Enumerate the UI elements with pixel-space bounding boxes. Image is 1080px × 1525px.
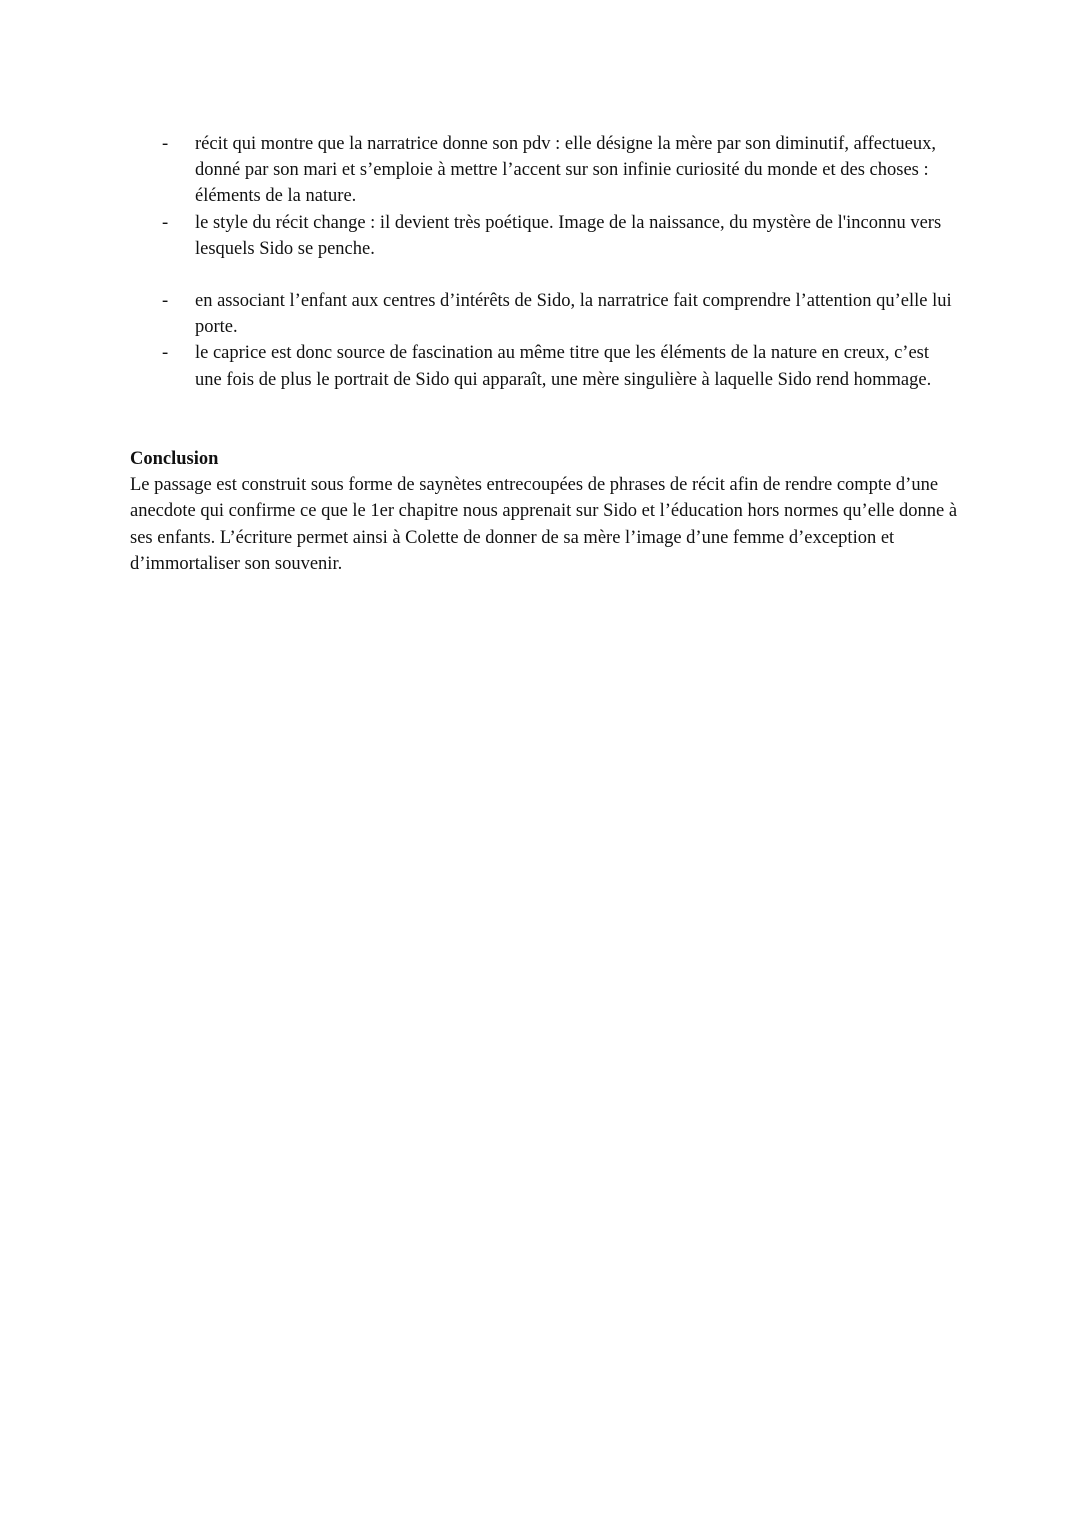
- dash-bullet: -: [162, 212, 169, 233]
- list-item: [130, 131, 960, 210]
- bullet-list-portrait: [130, 288, 960, 393]
- conclusion-heading: Conclusion: [130, 449, 219, 469]
- list-item: [130, 210, 960, 262]
- list-item-text: récit qui montre que la narratrice donne son pdv : elle désigne la mère par son diminutif, affectueux, donné par son mari et s’emploie à mettre l’accent sur son infinie curiosité du monde et des choses : éléments de la nature.: [195, 134, 936, 207]
- bullet-list-analysis: [130, 131, 960, 262]
- list-item-text: en associant l’enfant aux centres d’intérêts de Sido, la narratrice fait comprendre l’attention qu’elle lui porte.: [195, 291, 952, 338]
- conclusion-section: [130, 446, 960, 577]
- dash-bullet: -: [162, 343, 169, 364]
- conclusion-paragraph: Le passage est construit sous forme de saynètes entrecoupées de phrases de récit afin de rendre compte d’une anecdote qui confirme ce que le 1er chapitre nous apprenait sur Sido et l’éducation hors normes qu’elle donne à ses enfants. L’écriture permet ainsi à Colette de donner de sa mère l’image d’une femme d’exception et d’immortaliser son souvenir.: [130, 475, 958, 574]
- dash-bullet: -: [162, 291, 169, 311]
- list-item-text: le caprice est donc source de fascination au même titre que les éléments de la nature en creux, c’est une fois de plus le portrait de Sido qui apparaît, une mère singulière à laquelle Sido rend hommage.: [195, 343, 932, 390]
- list-item-text: le style du récit change : il devient très poétique. Image de la naissance, du mystère de l'inconnu vers lesquels Sido se penche.: [195, 212, 942, 259]
- dash-bullet: -: [162, 134, 169, 154]
- list-item: [130, 340, 960, 392]
- list-item: [130, 288, 960, 340]
